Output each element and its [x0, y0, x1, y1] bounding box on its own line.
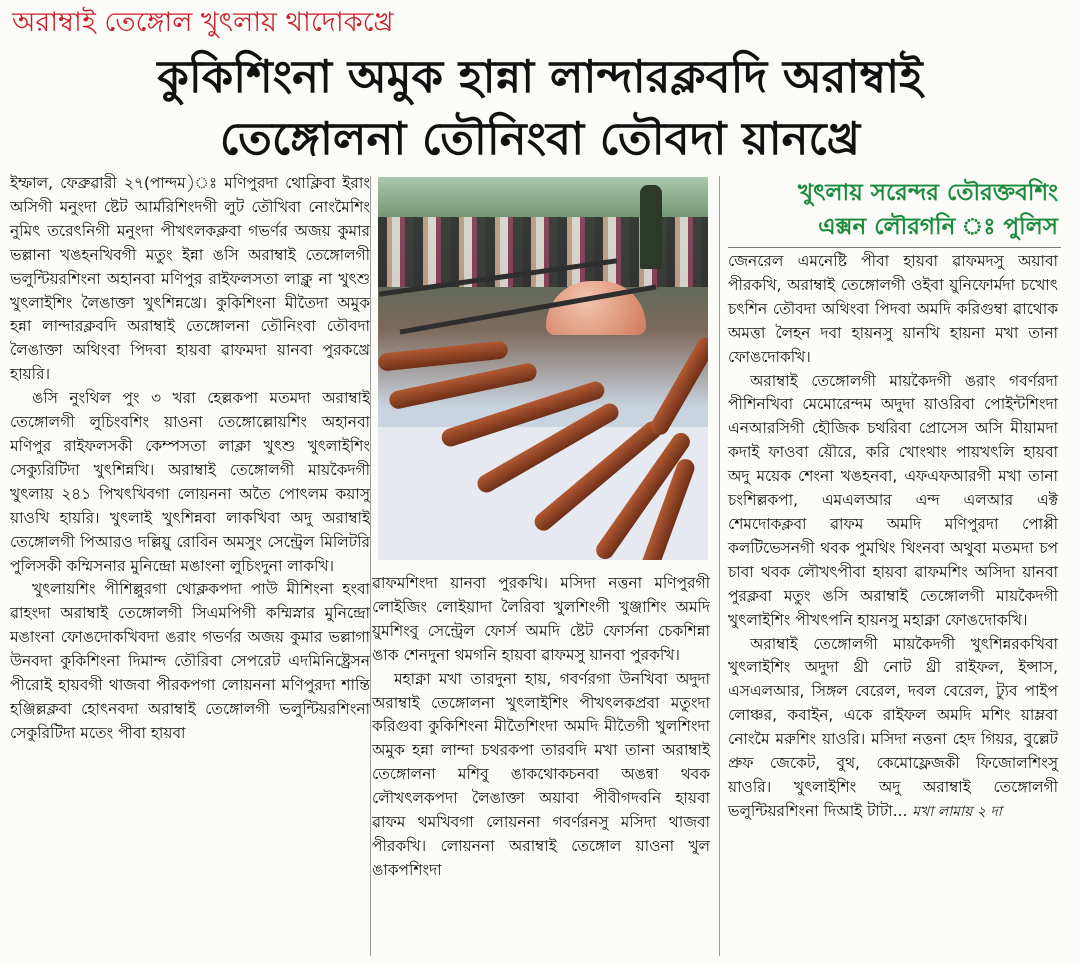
paragraph: ইম্ফাল, ফেব্রুৱারী ২৭(পান্দম)ঃ মণিপুরদা থোক্লিবা ইরাং অসিগী মনুংদা ষ্টেট আর্মরিশিংদগী লুট তৌখিবা নোংমৈশিং নুমিৎ তরেৎনিগী মনুংদা পীখৎলকক্লবা গভর্ণর অজয় কুমার ভল্লানা খঙহনখিবগী মতুং ইন্না ঙসি অরাম্বাই তেঙ্গোলগী ভলুন্টিয়রশিংনা অহানবা মণিপুর রাইফলসতা লাক্লু না খুৎশু খুৎলাইশিং লৈঙাক্তা খুৎশিন্নখ্রে। কুকিশিংনা মীতৈদা অমুক হন্না লান্দারক্লবদি অরাম্বাই তেঙ্গোলনা তৌনিংবা তৌবদা লৈঙাক্তা অথিংবা পিদবা হায়বা ৱাফমদা য়ানবা পুরকখ্রে হায়রি। — [10, 174, 370, 384]
rifle-stock — [648, 334, 708, 438]
paragraph: ৱাফমশিংদা য়ানবা পুরকখি। মসিদা নত্তনা মণিপুরগী লোইজিং লোইয়াদা লৈরিবা খুলশিংগী খুঞ্জাশিং অমদি য়ুমশিংবু সেন্ট্রেল ফোর্স অমদি ষ্টেট ফোর্সনা চেকশিন্না ঙাক শেনদুনা থমগনি হায়বা ৱাফমসু য়ানবা পুরকখি। — [372, 574, 710, 664]
paragraph — [728, 633, 1058, 825]
standing-soldier — [640, 185, 662, 269]
paragraph: জেনরেল এমনেষ্টি পীবা হায়বা ৱাফমদসু অয়াবা পীরকখি, অরাম্বাই তেঙ্গোলগী ওইবা য়ুনিফোর্মদা চখোৎ চৎশিন তৌবদা অথিংবা পিদবা অমদি করিগুম্বা ৱাথোক অমত্তা লৈহন দবা হায়নসু য়ানখি হায়না মখা তানা ফোঙদোকখি। — [728, 252, 1058, 366]
column-divider — [370, 176, 371, 956]
sidebar-headline-line-2: এক্সন লৌরগনি ঃ পুলিস — [818, 214, 1058, 240]
article-column-1 — [10, 172, 370, 746]
sidebar-headline-line-1: খুৎলায় সরেন্দর তৌরক্তবশিং — [797, 180, 1058, 206]
paragraph-text: অরাম্বাই তেঙ্গোলগী মায়কৈদগী খুৎশিন্নরকখিবা খুৎলাইশিং অদুদা থ্রী নোট থ্রী রাইফল, ইন্সাস, এসএলআর, সিঙ্গল বেরেল, দবল বেরেল, ট্যুব পাইপ লোঞ্চর, কবাইন, একে রাইফল অমদি মশিং য়াম্লবা নোংমৈ মরুশিং য়াওরি। মসিদা নত্তনা হেদ গিয়র, বুল্লেট প্রুফ জেকেট, বুথ, কেমোফ্লেজকী ফিজোলশিংসু য়াওরি। খুৎলাইশিং অদু অরাম্বাই তেঙ্গোলগী ভলুন্টিয়রশিংনা দিআই টাটা... — [728, 634, 1058, 820]
kicker: অরাম্বাই তেঙ্গোল খুৎলায় থাদোকখ্রে — [12, 7, 394, 38]
paragraph: ঙসি নুংথিল পুং ৩ খরা হেল্লকপা মতমদা অরাম্বাই তেঙ্গোলগী লুচিংবশিং য়াওনা তেঙ্গোল্লোয়শিং অহানবা মণিপুর রাইফলসকী কেম্পসতা লাক্লা খুৎশু খুৎলাইশিং সেক্যুরিটিদা খুৎশিন্নখি। অরাম্বাই তেঙ্গোলগী মায়কৈদগী খুৎলায় ২৪১ পিখৎখিবগা লোয়ননা অতৈ পোৎলম কয়াসু য়াওখি হায়রি। খুৎলাই খুৎশিন্নবা লাকখিবা অদু অরাম্বাই তেঙ্গোলগী পিআরও দল্লিয়ু রোবিন অমসুং সেন্ট্রেল মিলিটরি পুলিসকী কম্মিসনার মুনিন্দ্রো মঙাংনা লুচিংদুনা লাকখি। — [10, 389, 370, 575]
paragraph: মহাক্না মখা তারদুনা হায়, গবর্ণরগা উনখিবা অদুদা অরাম্বাই তেঙ্গোলনা খুৎলাইশিং পীখৎলকপ্রবা মতুংদা করিগুবা কুকিশিংনা মীতৈশিংদা অমদি মীতৈগী খুলশিংদা অমুক হন্না লান্দা চথরকপা তারবদি মখা তানা অরাম্বাই তেঙ্গোলনা মশিবু ঙাকথোকচনবা অঙন্বা থবক লৌখৎলকপদা লৈঙাক্তা অয়াবা পীবীগদবনি হায়বা ৱাফম থমখিবগা লোয়ননা গবর্ণরনসু মসিদা থাজবা পীরকখি। লোয়ননা অরাম্বাই তেঙ্গোল য়াওনা খুল ঙাকপশিংদা — [372, 669, 710, 879]
sidebar-rule — [728, 247, 1061, 248]
headline-line-1: কুকিশিংনা অমুক হান্না লান্দারক্লবদি অরাম্বাই — [157, 50, 923, 103]
rifle-stock — [378, 340, 509, 371]
headline-line-2: তেঙ্গোলনা তৌনিংবা তৌবদা য়ানখ্রে — [219, 112, 861, 165]
continued-note: মখা লামায় ২ দা — [912, 803, 1002, 820]
headline — [0, 46, 1080, 170]
paragraph: অরাম্বাই তেঙ্গোলগী মায়কৈদগী ঙরাং গবর্ণরদা পীশিনখিবা মেমোরেন্দম অদুদা য়াওরিবা পোইন্টশিংদা এনআরসিগী হৌজিক চথরিবা প্রোসেস অসি মীয়ামদা কদাই ফাওবা য়ৌরে, করি খোংথাং পায়খৎলি হায়বা অদু ময়েক শেংনা খঙহনবা, এফএফআরগী মখা তানা চংশিল্লকপা, এমএলআর এন্দ এলআর এক্ট শেমদোকক্লবা ৱাফম অমদি মণিপুরদা পোপ্পী কলটিভেসনগী থবক পুমথিং থিংনবা অথুবা মতমদা চপ চাবা থবক লৌখৎপীবা হায়বা ৱাফমশিং অসিদা য়ানবা পুরক্লবা মতুং ঙসি অরাম্বাই তেঙ্গোলগী মায়কৈদগী খুৎলাইশিং পীখৎপনি হায়নসু মহাক্না ফোঙদোকখি। — [728, 371, 1058, 629]
sidebar-headline — [728, 176, 1058, 244]
rifle-stock — [388, 362, 538, 411]
article-column-2 — [372, 572, 710, 883]
article-column-3 — [728, 250, 1058, 825]
weapons-photo — [378, 177, 708, 560]
column-divider — [719, 176, 720, 956]
paragraph: খুৎলায়শিং পীশিল্লুরগা থোক্লকপদা পাউ মীশিংনা হংবা ৱাহংদা অরাম্বাই তেঙ্গোলগী সিএমপিগী কম্মিস্নার মুনিন্দ্রো মঙাংনা ফোঙদোকখিবদা ঙরাং গভর্ণর অজয় কুমার ভল্লাগা উনবদা কুকিশিংনা দিমান্দ তৌরিবা সেপরেট এদমিনিষ্ট্রেসন পীরোই হায়বগী থাজবা পীরকপগা লোয়ননা মণিপুরদা শান্তি হঞ্জিল্লক্লবা হোৎনবদা অরাম্বাই তেঙ্গোলগী ভলুন্টিয়রশিংনা সেকুরিটিদা মতেং পীবা হায়বা — [10, 580, 370, 742]
